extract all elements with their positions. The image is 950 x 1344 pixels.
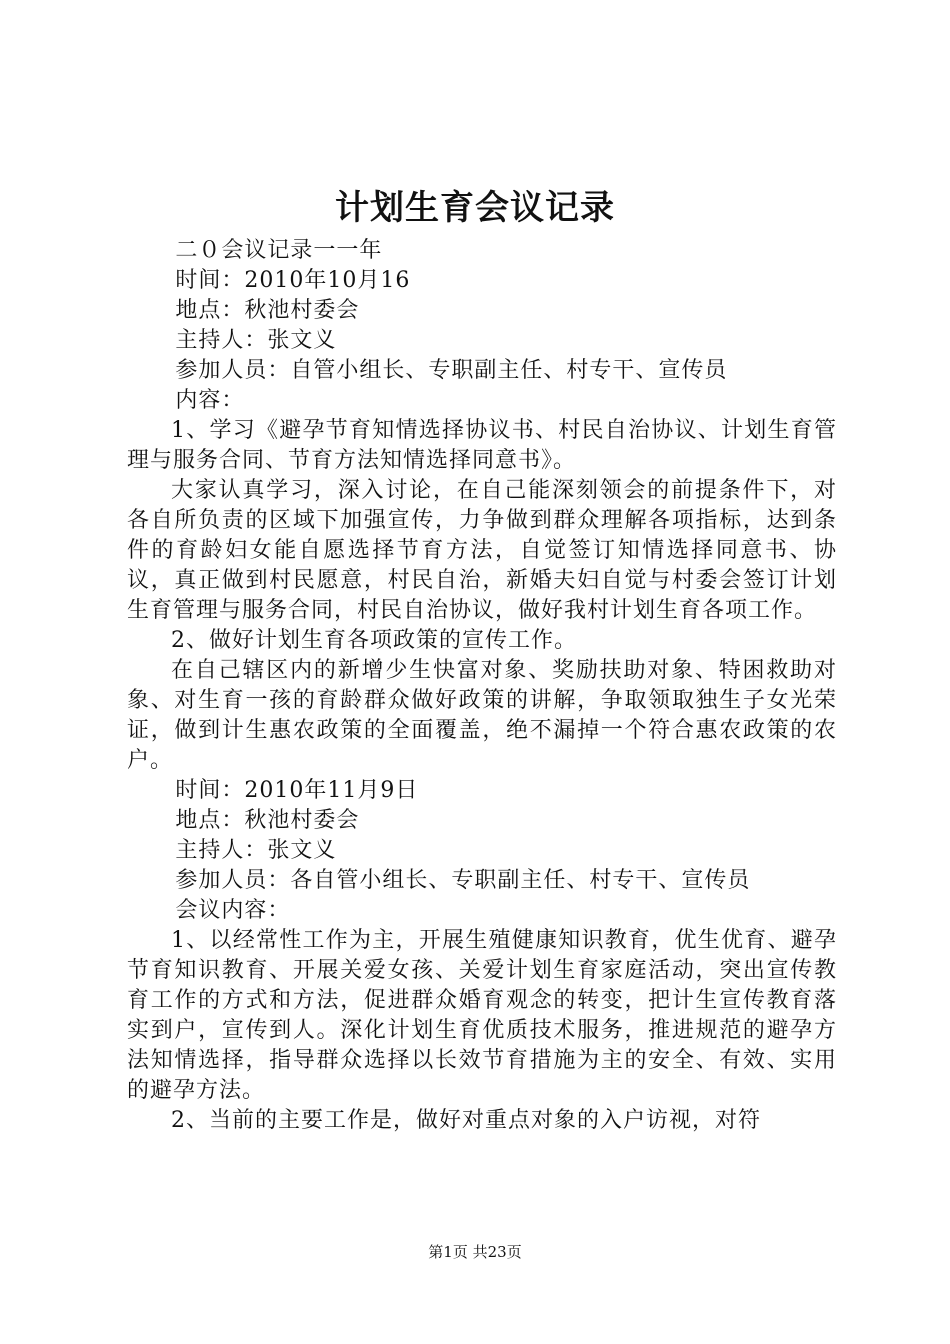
- meeting1-place: 地点：秋池村委会: [175, 298, 360, 323]
- page-footer: 第1页 共23页: [428, 1243, 522, 1261]
- document-body: [127, 236, 837, 1136]
- year-line: 二０会议记录一一年: [175, 238, 383, 263]
- meeting1-host: 主持人：张文义: [175, 328, 337, 353]
- meeting2-time: 时间：2010年11月9日: [175, 778, 419, 803]
- meeting1-paragraph-1: 1、学习《避孕节育知情选择协议书、村民自治协议、计划生育管理与服务合同、节育方法知情选择同意书》。: [127, 418, 837, 473]
- meeting1-paragraph-2: 大家认真学习，深入讨论，在自己能深刻领会的前提条件下，对各自所负责的区域下加强宣传，力争做到群众理解各项指标，达到条件的育龄妇女能自愿选择节育方法，自觉签订知情选择同意书、协议，真正做到村民愿意，村民自治，新婚夫妇自觉与村委会签订计划生育管理与服务合同，村民自治协议，做好我村计划生育各项工作。: [127, 478, 837, 623]
- meeting2-paragraph-2: 2、当前的主要工作是，做好对重点对象的入户访视，对符: [171, 1108, 761, 1133]
- document-title: 计划生育会议记录: [335, 188, 615, 228]
- meeting1-attendees: 参加人员：自管小组长、专职副主任、村专干、宣传员: [175, 358, 728, 383]
- meeting2-paragraph-1: 1、以经常性工作为主，开展生殖健康知识教育，优生优育、避孕节育知识教育、开展关爱女孩、关爱计划生育家庭活动，突出宣传教育工作的方式和方法，促进群众婚育观念的转变，把计生宣传教育落实到户，宣传到人。深化计划生育优质技术服务，推进规范的避孕方法知情选择，指导群众选择以长效节育措施为主的安全、有效、实用的避孕方法。: [127, 928, 837, 1103]
- meeting2-host: 主持人：张文义: [175, 838, 337, 863]
- meeting2-content-label: 会议内容：: [175, 898, 291, 923]
- meeting1-paragraph-3: 2、做好计划生育各项政策的宣传工作。: [171, 628, 577, 653]
- meeting1-time: 时间：2010年10月16: [175, 268, 411, 293]
- meeting1-paragraph-4: 在自己辖区内的新增少生快富对象、奖励扶助对象、特困救助对象、对生育一孩的育龄群众做好政策的讲解，争取领取独生子女光荣证，做到计生惠农政策的全面覆盖，绝不漏掉一个符合惠农政策的农户。: [127, 658, 837, 773]
- meeting2-attendees: 参加人员：各自管小组长、专职副主任、村专干、宣传员: [175, 868, 751, 893]
- meeting2-place: 地点：秋池村委会: [175, 808, 360, 833]
- meeting1-content-label: 内容：: [175, 388, 245, 413]
